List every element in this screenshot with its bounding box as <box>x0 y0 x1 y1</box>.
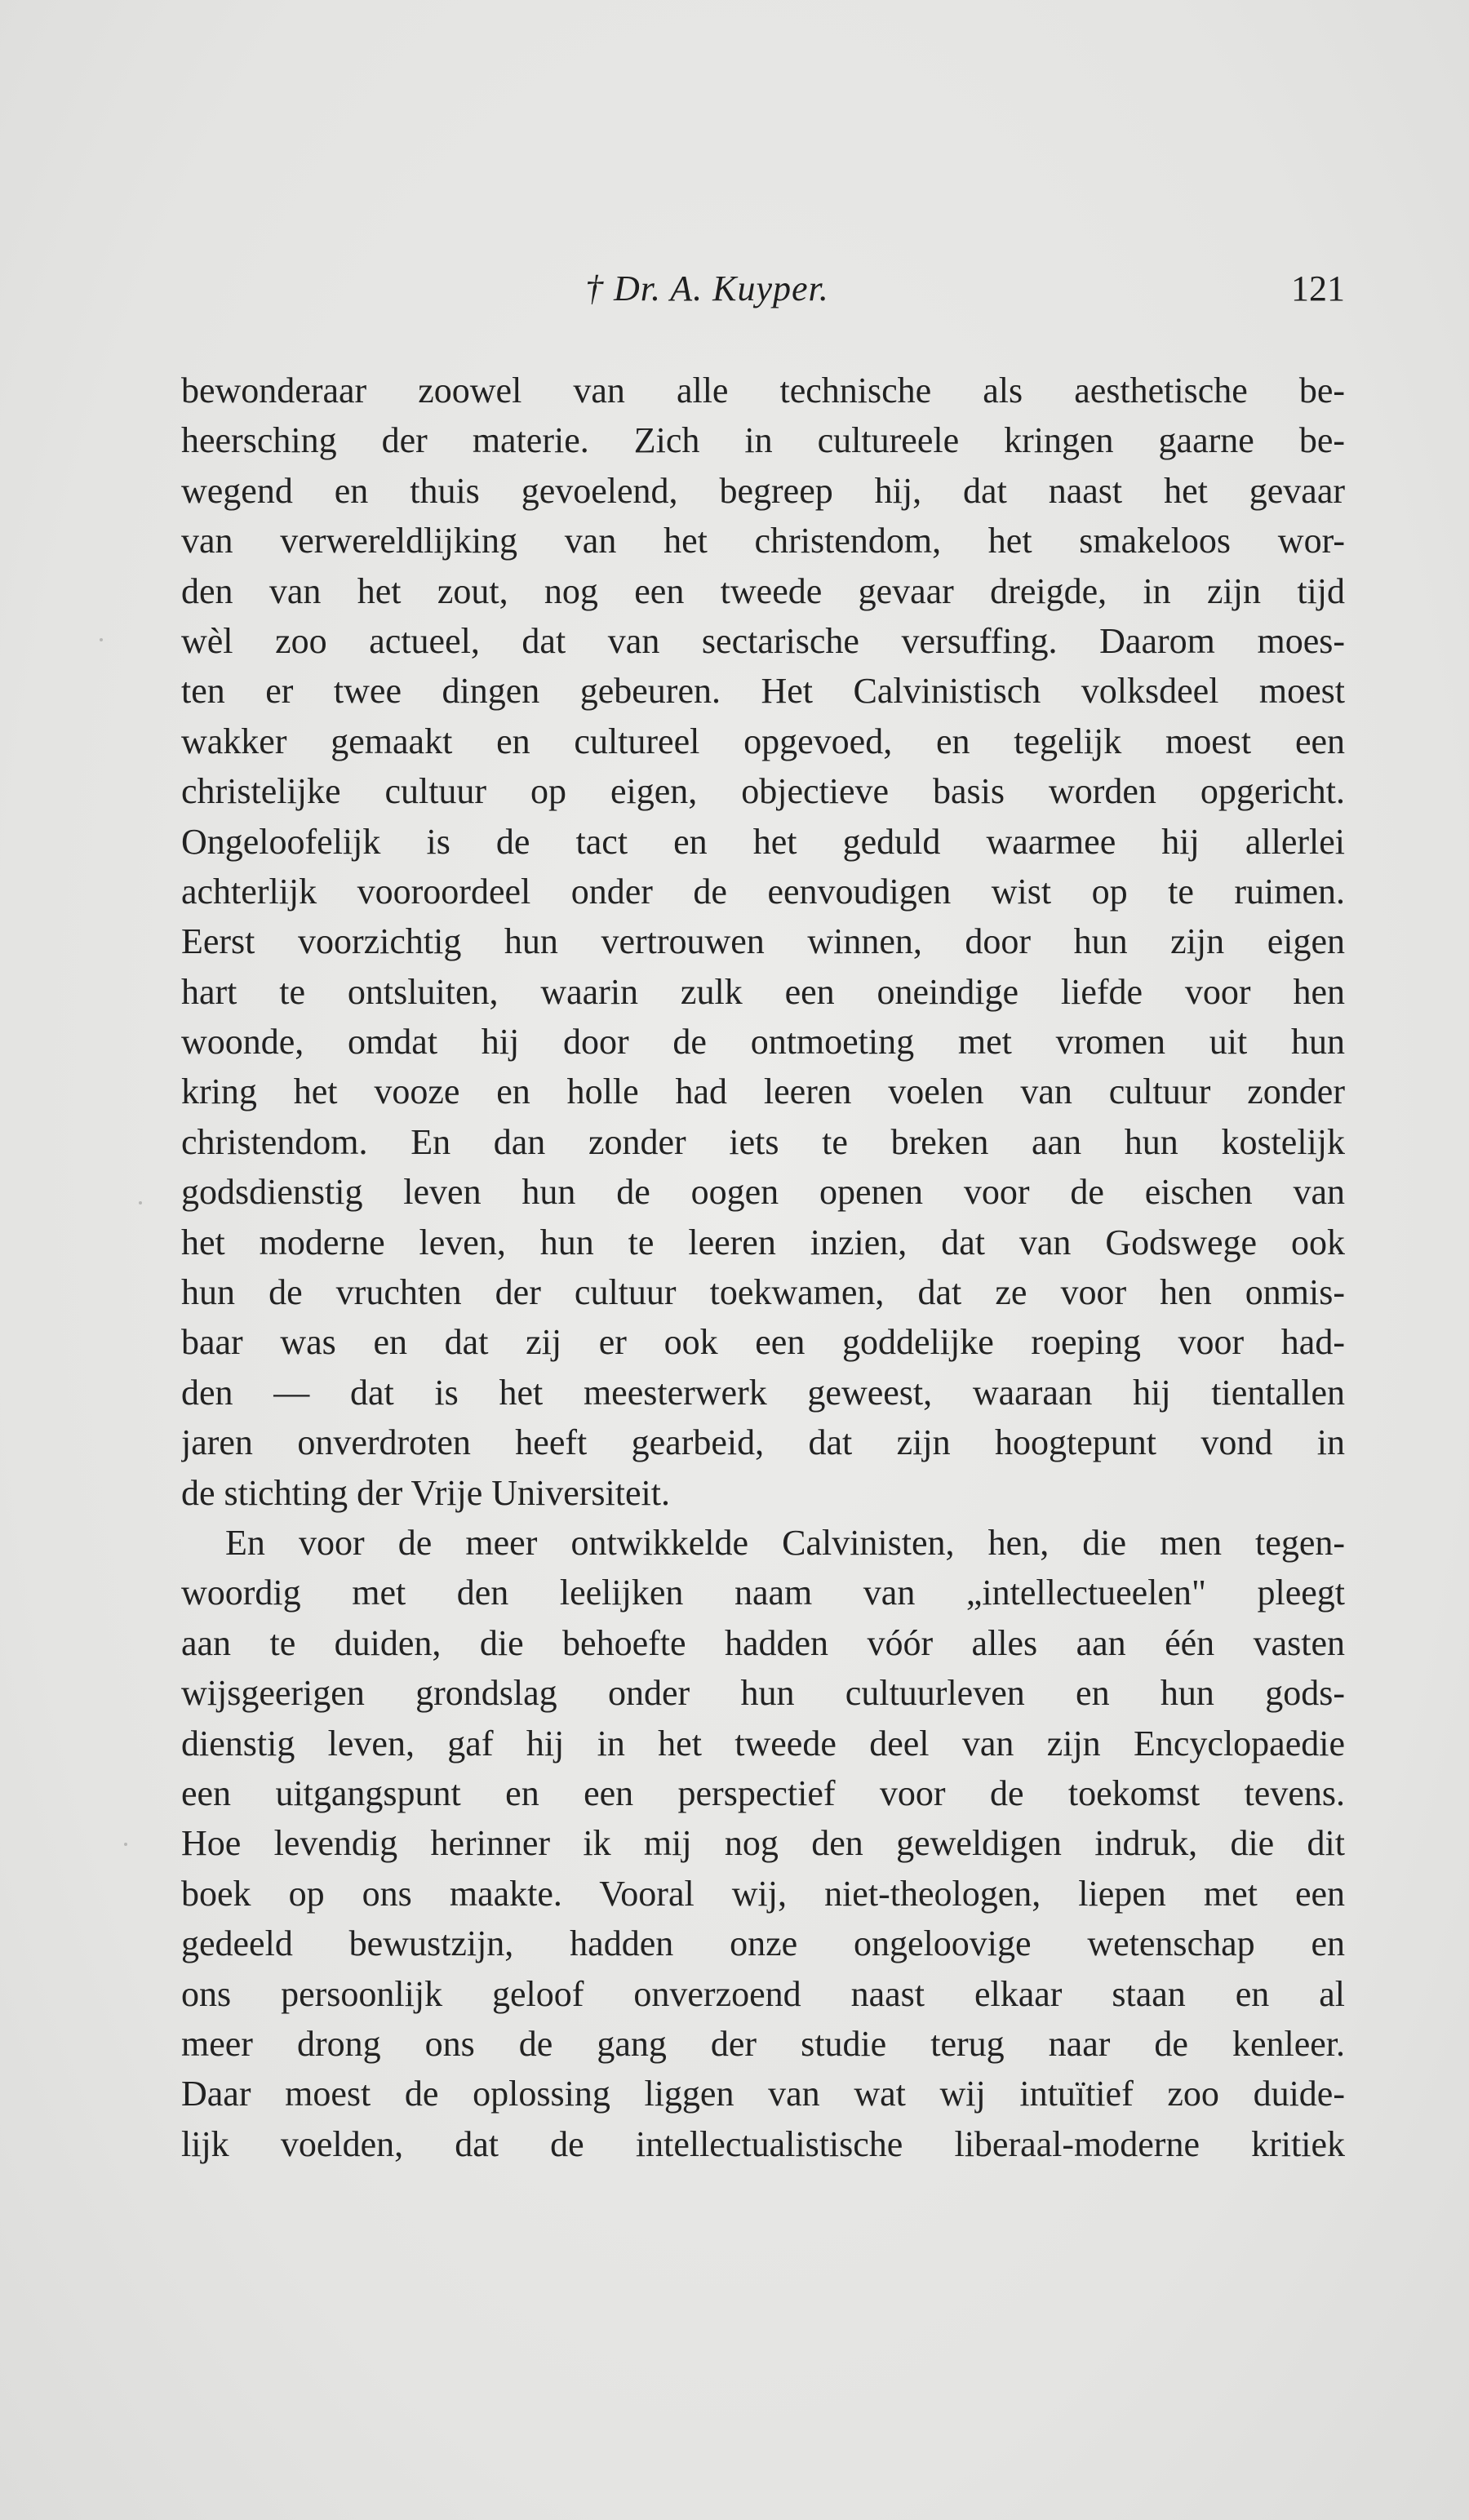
text-line: den van het zout, nog een tweede gevaar dreigde, in zijn tijd <box>181 570 1345 611</box>
text-line: hun de vruchten der cultuur toekwamen, dat ze voor hen onmis- <box>181 1272 1345 1313</box>
text-line: het moderne leven, hun te leeren inzien, dat van Godswege ook <box>181 1222 1345 1262</box>
running-head <box>181 268 1345 317</box>
text-line: kring het vooze en holle had leeren voelen van cultuur zonder <box>181 1071 1345 1112</box>
text-line: aan te duiden, die behoefte hadden vóór alles aan één vasten <box>181 1622 1345 1663</box>
paper-speck <box>139 1201 142 1205</box>
text-line: Ongeloofelijk is de tact en het geduld waarmee hij allerlei <box>181 821 1345 862</box>
running-head-title: † Dr. A. Kuyper. <box>585 268 829 308</box>
text-line: dienstig leven, gaf hij in het tweede deel van zijn Encyclopaedie <box>181 1723 1345 1764</box>
text-line: ten er twee dingen gebeuren. Het Calvinistisch volksdeel moest <box>181 671 1345 712</box>
text-line: woordig met den leelijken naam van „intellectueelen" pleegt <box>181 1573 1345 1613</box>
paragraph-1 <box>181 366 1345 1518</box>
text-line: wakker gemaakt en cultureel opgevoed, en tegelijk moest een <box>181 721 1345 761</box>
text-line: christelijke cultuur op eigen, objectieve basis worden opgericht. <box>181 771 1345 812</box>
text-line: Daar moest de oplossing liggen van wat wij intuïtief zoo duide- <box>181 2074 1345 2114</box>
paragraph-2 <box>181 1518 1345 2169</box>
text-line: ons persoonlijk geloof onverzoend naast elkaar staan en al <box>181 1973 1345 2014</box>
text-line: hart te ontsluiten, waarin zulk een oneindige liefde voor hen <box>181 971 1345 1012</box>
paper-speck <box>100 638 103 641</box>
text-line: boek op ons maakte. Vooral wij, niet-theologen, liepen met een <box>181 1873 1345 1914</box>
text-line: heersching der materie. Zich in cultureele kringen gaarne be- <box>181 420 1345 461</box>
text-line: lijk voelden, dat de intellectualistische liberaal-moderne kritiek <box>181 2123 1345 2164</box>
text-line: wèl zoo actueel, dat van sectarische versuffing. Daarom moes- <box>181 620 1345 661</box>
text-line: baar was en dat zij er ook een goddelijke roeping voor had- <box>181 1322 1345 1363</box>
text-line: Hoe levendig herinner ik mij nog den geweldigen indruk, die dit <box>181 1823 1345 1864</box>
text-line: wijsgeerigen grondslag onder hun cultuurleven en hun gods- <box>181 1673 1345 1714</box>
text-line: van verwereldlijking van het christendom, het smakeloos wor- <box>181 521 1345 561</box>
text-line: woonde, omdat hij door de ontmoeting met vromen uit hun <box>181 1022 1345 1063</box>
text-line: de stichting der Vrije Universiteit. <box>181 1472 670 1513</box>
text-line: godsdienstig leven hun de oogen openen voor de eischen van <box>181 1172 1345 1213</box>
text-line: den — dat is het meesterwerk geweest, waaraan hij tientallen <box>181 1372 1345 1413</box>
text-line: gedeeld bewustzijn, hadden onze ongeloovige wetenschap en <box>181 1923 1345 1964</box>
text-line: een uitgangspunt en een perspectief voor de toekomst tevens. <box>181 1772 1345 1813</box>
text-line: bewonderaar zoowel van alle technische als aesthetische be- <box>181 370 1345 410</box>
body-text <box>181 366 1345 2169</box>
text-line: christendom. En dan zonder iets te breken aan hun kostelijk <box>181 1121 1345 1162</box>
page-number: 121 <box>1291 268 1345 308</box>
text-line: meer drong ons de gang der studie terug naar de kenleer. <box>181 2023 1345 2064</box>
text-line: En voor de meer ontwikkelde Calvinisten, hen, die men tegen- <box>225 1522 1345 1563</box>
text-line: achterlijk vooroordeel onder de eenvoudigen wist op te ruimen. <box>181 871 1345 912</box>
text-line: wegend en thuis gevoelend, begreep hij, dat naast het gevaar <box>181 470 1345 511</box>
text-line: Eerst voorzichtig hun vertrouwen winnen, door hun zijn eigen <box>181 921 1345 962</box>
paper-speck <box>124 1843 127 1846</box>
text-line: jaren onverdroten heeft gearbeid, dat zijn hoogtepunt vond in <box>181 1422 1345 1463</box>
